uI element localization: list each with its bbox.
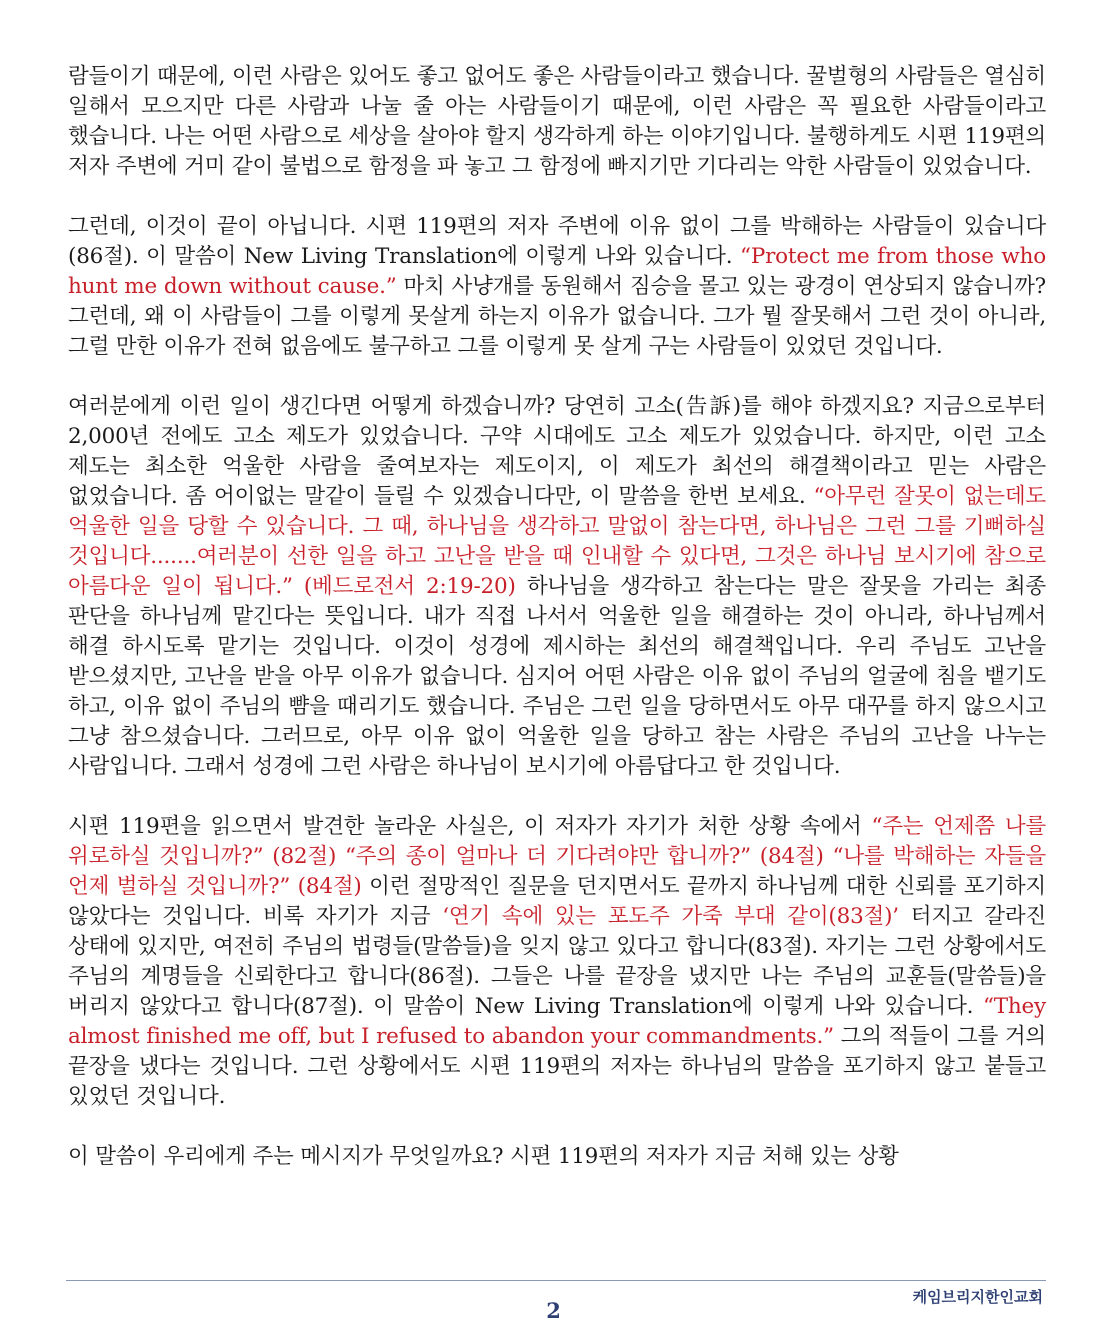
paragraph-3 bbox=[68, 392, 1046, 782]
paragraph-4-text-b: 이런 절망적인 질문을 던지면서도 끝까지 하나님께 대한 신뢰를 포기하지 않았다는 것입니다. 비록 자기가 지금 bbox=[68, 874, 1047, 929]
quote-wineskin: ‘연기 속에 있는 포도주 가죽 부대 같이(83절)’ bbox=[442, 904, 899, 929]
paragraph-5 bbox=[68, 1142, 1046, 1172]
paragraph-1-text: 람들이기 때문에, 이런 사람은 있어도 좋고 없어도 좋은 사람들이라고 했습니다. 꿀벌형의 사람들은 열심히 일해서 모으지만 다른 사람과 나눌 줄 아는 사람들이기 때문에, 이런 사람은 꼭 필요한 사람들이라고 했습니다. 나는 어떤 사람으로 세상을 살아야 할지 생각하게 하는 이야기입니다. 불행하게도 시편 119편의 저자 주변에 거미 같이 불법으로 함정을 파 놓고 그 함정에 빠지기만 기다리는 악한 사람들이 있었습니다. bbox=[68, 64, 1046, 179]
paragraph-1 bbox=[68, 62, 1046, 182]
paragraph-2-text-a: 그런데, 이것이 끝이 아닙니다. 시편 119편의 저자 주변에 이유 없이 그를 박해하는 사람들이 있습니다(86절). 이 말씀이 New Living Translation에 이렇게 나와 있습니다. bbox=[68, 214, 1046, 269]
footer-divider bbox=[66, 1280, 1046, 1281]
quote-1-peter-2-19-20: “아무런 잘못이 없는데도 억울한 일을 당할 수 있습니다. 그 때, 하나님을 생각하고 말없이 참는다면, 하나님은 그런 그를 기뻐하실 것입니다.......여러분이 선한 일을 하고 고난을 받을 때 인내할 수 있다면, 그것은 하나님 보시기에 참으로 아름다운 일이 됩니다.” (베드로전서 2:19-20) bbox=[68, 484, 1046, 599]
paragraph-2 bbox=[68, 212, 1046, 362]
paragraph-3-text-b: 하나님을 생각하고 참는다는 말은 잘못을 가리는 최종 판단을 하나님께 맡긴다는 뜻입니다. 내가 직접 나서서 억울한 일을 해결하는 것이 아니라, 하나님께서 해결 하시도록 맡기는 것입니다. 이것이 성경에 제시하는 최선의 해결책입니다. 우리 주님도 고난을 받으셨지만, 고난을 받을 아무 이유가 없습니다. 심지어 어떤 사람은 이유 없이 주님의 얼굴에 침을 뱉기도 하고, 이유 없이 주님의 뺨을 때리기도 했습니다. 주님은 그런 일을 당하면서도 아무 대꾸를 하지 않으시고 그냥 참으셨습니다. 그러므로, 아무 이유 없이 억울한 일을 당하고 참는 사람은 주님의 고난을 나누는 사람입니다. 그래서 성경에 그런 사람은 하나님이 보시기에 아름답다고 한 것입니다. bbox=[68, 574, 1046, 779]
paragraph-4-text-a: 시편 119편을 읽으면서 발견한 놀라운 사실은, 이 저자가 자기가 처한 상황 속에서 bbox=[68, 814, 872, 839]
page-number: 2 bbox=[546, 1298, 561, 1323]
nlt-quote-they-almost: “They almost finished me off, but I refused to abandon your commandments.” bbox=[68, 994, 1046, 1049]
paragraph-3-text-a: 여러분에게 이런 일이 생긴다면 어떻게 하겠습니까? 당연히 고소(告訴)를 해야 하겠지요? 지금으로부터 2,000년 전에도 고소 제도가 있었습니다. 구약 시대에도 고소 제도가 있었습니다. 하지만, 이런 고소 제도는 최소한 억울한 사람을 줄여보자는 제도이지, 이 제도가 최선의 해결책이라고 믿는 사람은 없었습니다. 좀 어이없는 말같이 들릴 수 있겠습니다만, 이 말씀을 한번 보세요. bbox=[68, 394, 1046, 509]
page-body bbox=[68, 62, 1046, 1202]
quote-psalm-questions: “주는 언제쯤 나를 위로하실 것입니까?” (82절) “주의 종이 얼마나 더 기다려야만 합니까?” (84절) “나를 박해하는 자들을 언제 벌하실 것입니까?” (84절) bbox=[68, 814, 1046, 899]
paragraph-5-text: 이 말씀이 우리에게 주는 메시지가 무엇일까요? 시편 119편의 저자가 지금 처해 있는 상황 bbox=[68, 1144, 899, 1169]
paragraph-4-text-c: 터지고 갈라진 상태에 있지만, 여전히 주님의 법령들(말씀들)을 잊지 않고 있다고 합니다(83절). 자기는 그런 상황에서도 주님의 계명들을 신뢰한다고 합니다(86절). 그들은 나를 끝장을 냈지만 나는 주님의 교훈들(말씀들)을 버리지 않았다고 합니다(87절). 이 말씀이 New Living Translation에 이렇게 나와 있습니다. bbox=[68, 904, 1047, 1019]
paragraph-2-text-b: 마치 사냥개를 동원해서 짐승을 몰고 있는 광경이 연상되지 않습니까? 그런데, 왜 이 사람들이 그를 이렇게 못살게 하는지 이유가 없습니다. 그가 뭘 잘못해서 그런 것이 아니라, 그럴 만한 이유가 전혀 없음에도 불구하고 그를 이렇게 못 살게 구는 사람들이 있었던 것입니다. bbox=[68, 274, 1046, 359]
church-name: 케임브리지한인교회 bbox=[912, 1288, 1043, 1306]
nlt-quote-protect-me: “Protect me from those who hunt me down without cause.” bbox=[68, 244, 1047, 299]
paragraph-4-text-d: 그의 적들이 그를 거의 끝장을 냈다는 것입니다. 그런 상황에서도 시편 119편의 저자는 하나님의 말씀을 포기하지 않고 붙들고 있었던 것입니다. bbox=[68, 1024, 1046, 1109]
paragraph-4 bbox=[68, 812, 1046, 1112]
